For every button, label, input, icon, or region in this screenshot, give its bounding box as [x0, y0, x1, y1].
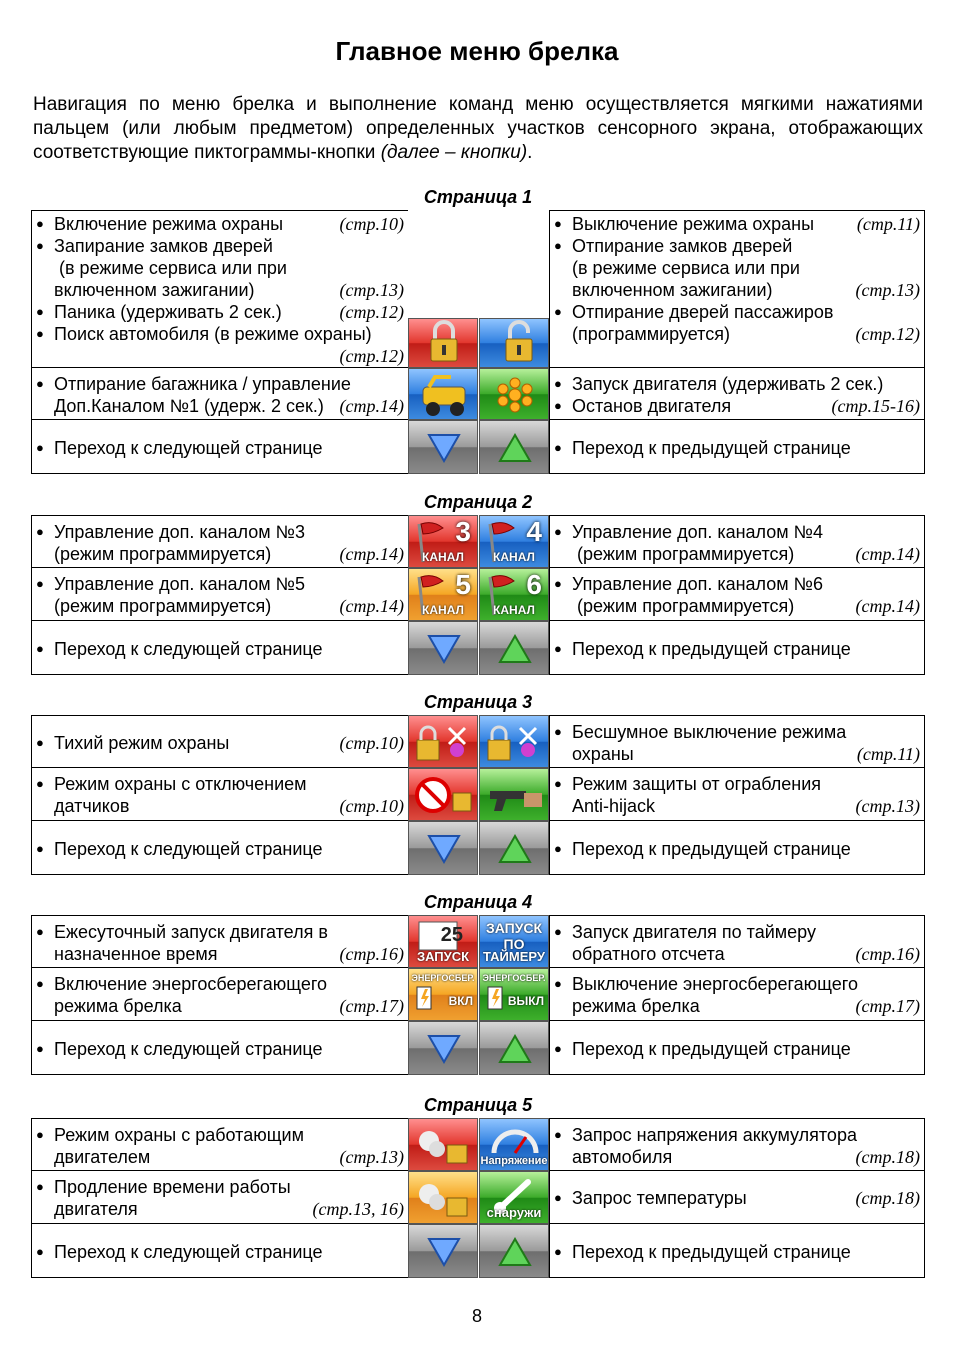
button-number: 6	[526, 569, 542, 600]
trunk-open-button[interactable]	[408, 368, 478, 420]
power-save-on-button[interactable]	[408, 968, 478, 1021]
menu-page-title: Страница 2	[423, 492, 533, 512]
description-line	[54, 838, 404, 860]
description-text: Продление времени работы	[54, 1177, 291, 1197]
right-description	[549, 568, 925, 621]
silent-disarm-button[interactable]	[479, 715, 549, 768]
description-text: Выключение режима охраны	[572, 214, 815, 234]
description-line	[54, 323, 404, 345]
description-line	[54, 213, 404, 235]
description-line	[54, 573, 404, 595]
description-text: Переход к предыдущей странице	[572, 1241, 851, 1262]
channel-3-button[interactable]	[408, 515, 478, 568]
description-line	[572, 279, 920, 301]
page-reference: (стр.11)	[856, 743, 920, 764]
description-text: (режим программируется)	[572, 596, 795, 616]
description-line	[54, 595, 404, 617]
button-pair	[408, 1224, 549, 1278]
description-text: режима брелка	[572, 996, 700, 1016]
description-line	[572, 638, 920, 660]
description-text: Режим охраны с отключением	[54, 774, 307, 794]
description-line	[54, 437, 404, 459]
description-text: Управление доп. каналом №4	[572, 521, 823, 542]
button-pair	[408, 1118, 549, 1171]
right-description	[549, 368, 925, 420]
button-label: Напряжение	[480, 1155, 548, 1167]
description-line	[54, 279, 404, 301]
right-description	[549, 210, 925, 368]
arrow-up-button[interactable]	[479, 420, 549, 474]
arrow-down-button[interactable]	[408, 420, 478, 474]
button-top-label: ЗАПУСК ПО	[485, 920, 543, 952]
button-pair	[408, 621, 549, 675]
button-label: КАНАЛ	[493, 550, 535, 564]
right-description	[549, 1118, 925, 1171]
page-reference: ● (стр.18)	[855, 1188, 920, 1208]
page-reference: (стр.12)	[339, 346, 404, 366]
lock-closed-button[interactable]	[408, 318, 478, 368]
description-text: Управление доп. каналом №6	[572, 574, 823, 594]
button-pair	[408, 768, 549, 821]
description-line	[572, 1241, 920, 1263]
description-line	[54, 1176, 404, 1198]
description-line	[54, 1038, 404, 1060]
page-reference: ● (стр.10)	[339, 214, 404, 234]
description-line	[572, 543, 920, 565]
button-pair	[408, 568, 549, 621]
left-description	[31, 1021, 408, 1075]
description-text: (режим программируется)	[54, 596, 272, 616]
description-line	[54, 1198, 404, 1220]
left-description	[31, 768, 408, 821]
menu-row	[31, 420, 925, 474]
description-text: двигателя	[54, 1199, 138, 1219]
description-text: (в режиме сервиса или при	[572, 258, 800, 278]
right-description	[549, 515, 925, 568]
left-description	[31, 515, 408, 568]
button-number: 5	[455, 569, 471, 600]
description-text: Отпирание замков дверей	[572, 236, 793, 256]
voltage-gauge-button[interactable]	[479, 1118, 549, 1171]
menu-page-title: Страница 3	[423, 692, 533, 712]
description-text: Запуск двигателя (удерживать 2 сек.)	[572, 373, 884, 394]
arrow-up-button[interactable]	[479, 1224, 549, 1278]
left-description	[31, 1224, 408, 1278]
menu-row	[31, 915, 925, 968]
description-text: (режим программируется)	[54, 543, 272, 564]
lock-open-button[interactable]	[479, 318, 549, 368]
extend-runtime-button[interactable]	[408, 1171, 478, 1224]
description-text: (режим программируется)	[572, 543, 795, 564]
description-line	[572, 973, 920, 995]
description-line	[572, 921, 920, 943]
description-text: Включение режима охраны	[54, 214, 284, 234]
description-line	[54, 257, 404, 279]
right-description	[549, 768, 925, 821]
page-reference: ● (стр.10)	[339, 732, 404, 753]
description-text: Режим охраны с работающим	[54, 1124, 304, 1145]
timer-start-button[interactable]	[479, 915, 549, 968]
description-line	[572, 773, 920, 795]
description-text: Управление доп. каналом №3	[54, 521, 305, 542]
menu-row	[31, 768, 925, 821]
description-line	[54, 943, 404, 965]
description-text: автомобиля	[572, 1146, 673, 1167]
button-pair	[408, 210, 549, 368]
silent-arm-button[interactable]	[408, 715, 478, 768]
description-text: охраны	[572, 743, 634, 764]
description-line	[572, 213, 920, 235]
page-title: Главное меню брелка	[335, 36, 619, 66]
description-line	[54, 373, 404, 395]
menu-row	[31, 1021, 925, 1075]
description-line	[572, 301, 920, 323]
description-line	[572, 437, 920, 459]
description-line	[54, 638, 404, 660]
description-text: включенном зажигании)	[54, 280, 255, 300]
page-reference: (стр.16)	[339, 943, 404, 964]
page-reference: (стр.13)	[339, 1146, 404, 1167]
description-text: Режим защиты от ограбления	[572, 774, 822, 794]
button-label: КАНАЛ	[493, 603, 535, 617]
description-text: датчиков	[54, 796, 130, 816]
button-pair	[408, 1171, 549, 1224]
description-line	[54, 732, 404, 754]
description-text: обратного отсчета	[572, 943, 725, 964]
page-reference: (стр.14)	[339, 395, 404, 416]
page-reference: (стр.14)	[855, 596, 920, 616]
left-description	[31, 1118, 408, 1171]
button-number: 3	[455, 516, 471, 547]
left-description	[31, 210, 408, 368]
description-line	[572, 595, 920, 617]
right-description	[549, 1171, 925, 1224]
description-text: (программируется)	[572, 324, 730, 344]
description-line	[572, 1187, 920, 1209]
menu-row	[31, 1171, 925, 1224]
description-line	[572, 235, 920, 257]
description-line	[54, 1241, 404, 1263]
description-line	[54, 521, 404, 543]
right-description	[549, 1021, 925, 1075]
description-line	[572, 1124, 920, 1146]
button-number: 4	[526, 516, 542, 547]
description-line	[572, 257, 920, 279]
left-description	[31, 621, 408, 675]
arrow-up-button[interactable]	[479, 1021, 549, 1075]
menu-row	[31, 1224, 925, 1278]
page-reference: ● (стр.12)	[339, 302, 404, 322]
page-reference: (стр.13, 16)	[312, 1199, 404, 1219]
description-line	[54, 1124, 404, 1146]
right-description	[549, 968, 925, 1021]
arrow-down-button[interactable]	[408, 821, 478, 875]
left-description	[31, 568, 408, 621]
description-text: (в режиме сервиса или при	[54, 258, 287, 278]
power-save-off-button[interactable]	[479, 968, 549, 1021]
description-text: Переход к следующей странице	[54, 638, 323, 659]
description-line	[572, 573, 920, 595]
description-text: Останов двигателя	[572, 395, 732, 416]
channel-4-button[interactable]	[479, 515, 549, 568]
sensors-off-button[interactable]	[408, 768, 478, 821]
intro-paragraph: Навигация по меню брелка и выполнение команд меню осуществляется мягкими нажатиями пальцем (или любым предметом) определенных участков сенсорного экрана, отображающих соответствующие пиктограммы-кнопки (далее – кнопки).	[33, 94, 923, 163]
description-line	[572, 743, 920, 765]
button-top-label: ЭНЕРГОСБЕР.	[411, 973, 475, 983]
description-line	[572, 521, 920, 543]
page-reference: (стр.14)	[855, 543, 920, 564]
left-description	[31, 420, 408, 474]
temperature-button[interactable]	[479, 1171, 549, 1224]
description-text: Отпирание дверей пассажиров	[572, 302, 834, 322]
arrow-down-button[interactable]	[408, 1224, 478, 1278]
page-reference: (стр.12)	[855, 324, 920, 344]
left-description	[31, 821, 408, 875]
description-line	[572, 943, 920, 965]
description-text: Бесшумное выключение режима	[572, 721, 847, 742]
button-pair	[408, 915, 549, 968]
description-text: Запуск двигателя по таймеру	[572, 921, 816, 942]
button-label: ВЫКЛ	[507, 994, 544, 1008]
left-description	[31, 1171, 408, 1224]
button-label: ЗАПУСК	[416, 949, 470, 964]
description-text: Управление доп. каналом №5	[54, 574, 305, 594]
page-reference: (стр.16)	[855, 943, 920, 964]
description-line	[572, 795, 920, 817]
description-text: Запрос напряжения аккумулятора	[572, 1124, 857, 1145]
button-pair	[408, 715, 549, 768]
button-pair	[408, 1021, 549, 1075]
button-top-label: ЭНЕРГОСБЕР.	[482, 973, 546, 983]
description-text: Включение энергосберегающего	[54, 974, 328, 994]
button-pair	[408, 420, 549, 474]
description-line	[572, 1038, 920, 1060]
description-text: Переход к предыдущей странице	[572, 1038, 851, 1059]
menu-row	[31, 968, 925, 1021]
description-line	[572, 323, 920, 345]
description-line	[54, 973, 404, 995]
description-line	[572, 395, 920, 417]
button-pair	[408, 368, 549, 420]
arrow-up-button[interactable]	[479, 621, 549, 675]
right-description	[549, 915, 925, 968]
page-reference: (стр.13)	[855, 280, 920, 300]
description-text: Ежесуточный запуск двигателя в	[54, 921, 328, 942]
button-label: КАНАЛ	[422, 550, 464, 564]
page-reference: (стр.13)	[339, 280, 404, 300]
description-line	[572, 995, 920, 1017]
description-text: Отпирание багажника / управление	[54, 373, 351, 394]
right-description	[549, 1224, 925, 1278]
arrow-up-button[interactable]	[479, 821, 549, 875]
button-pair	[408, 968, 549, 1021]
description-line	[572, 373, 920, 395]
description-text: двигателем	[54, 1146, 151, 1167]
left-description	[31, 915, 408, 968]
page-reference: (стр.17)	[339, 996, 404, 1016]
description-text: Запрос температуры	[572, 1188, 747, 1208]
button-label: ТАЙМЕРУ	[483, 949, 545, 964]
menu-row	[31, 368, 925, 420]
description-text: Переход к следующей странице	[54, 1241, 323, 1262]
right-description	[549, 715, 925, 768]
menu-page-title: Страница 4	[423, 892, 533, 912]
description-text: Паника (удерживать 2 сек.)	[54, 302, 282, 322]
arrow-down-button[interactable]	[408, 621, 478, 675]
left-description	[31, 715, 408, 768]
description-text: Переход к следующей странице	[54, 437, 323, 458]
right-description	[549, 621, 925, 675]
description-text: Переход к следующей странице	[54, 838, 323, 859]
button-pair	[408, 515, 549, 568]
left-description	[31, 368, 408, 420]
menu-row	[31, 621, 925, 675]
menu-row	[31, 715, 925, 768]
left-description	[31, 968, 408, 1021]
page-reference: ● (стр.15-16)	[831, 395, 920, 416]
calendar-start-button[interactable]	[408, 915, 478, 968]
description-text: режима брелка	[54, 996, 182, 1016]
page-reference: ● (стр.11)	[856, 214, 920, 234]
button-label: ВКЛ	[448, 994, 473, 1008]
description-line	[54, 301, 404, 323]
button-pair	[408, 821, 549, 875]
right-description	[549, 821, 925, 875]
page-reference: (стр.17)	[855, 996, 920, 1016]
menu-row	[31, 1118, 925, 1171]
page-reference: (стр.14)	[339, 596, 404, 616]
button-label: КАНАЛ	[422, 603, 464, 617]
description-line	[572, 1146, 920, 1168]
description-text: включенном зажигании)	[572, 280, 773, 300]
description-line	[572, 721, 920, 743]
description-line	[54, 773, 404, 795]
description-text: Переход к предыдущей странице	[572, 838, 851, 859]
description-line	[54, 795, 404, 817]
engine-start-button[interactable]	[479, 368, 549, 420]
description-text: Переход к следующей странице	[54, 1038, 323, 1059]
description-text: Переход к предыдущей странице	[572, 638, 851, 659]
description-line	[572, 838, 920, 860]
menu-row	[31, 568, 925, 621]
menu-row	[31, 515, 925, 568]
description-text: Выключение энергосберегающего	[572, 974, 858, 994]
button-number: 25	[440, 924, 463, 946]
menu-row	[31, 210, 925, 368]
channel-6-button[interactable]	[479, 568, 549, 621]
menu-row	[31, 821, 925, 875]
page-number: 8	[471, 1306, 482, 1326]
page-reference: (стр.18)	[855, 1146, 920, 1167]
description-line	[54, 235, 404, 257]
description-text: Запирание замков дверей	[54, 236, 273, 256]
arrow-down-button[interactable]	[408, 1021, 478, 1075]
description-text: Поиск автомобиля (в режиме охраны)	[54, 324, 372, 344]
page-reference: (стр.10)	[339, 796, 404, 816]
right-description	[549, 420, 925, 474]
page-reference: (стр.13)	[855, 796, 920, 816]
description-line	[54, 1146, 404, 1168]
menu-page-title: Страница 1	[423, 187, 533, 207]
description-text: Доп.Каналом №1 (удерж. 2 сек.)	[54, 395, 324, 416]
description-line	[54, 921, 404, 943]
description-text: Тихий режим охраны	[54, 732, 230, 753]
page-reference: (стр.14)	[339, 543, 404, 564]
button-label: снаружи	[486, 1205, 542, 1220]
description-line	[54, 543, 404, 565]
description-line	[54, 395, 404, 417]
menu-page-title: Страница 5	[423, 1095, 533, 1115]
description-line	[54, 995, 404, 1017]
anti-hijack-button[interactable]	[479, 768, 549, 821]
channel-5-button[interactable]	[408, 568, 478, 621]
arm-engine-running-button[interactable]	[408, 1118, 478, 1171]
description-text: назначенное время	[54, 943, 218, 964]
description-text: Переход к предыдущей странице	[572, 437, 851, 458]
description-text: Anti-hijack	[572, 796, 656, 816]
